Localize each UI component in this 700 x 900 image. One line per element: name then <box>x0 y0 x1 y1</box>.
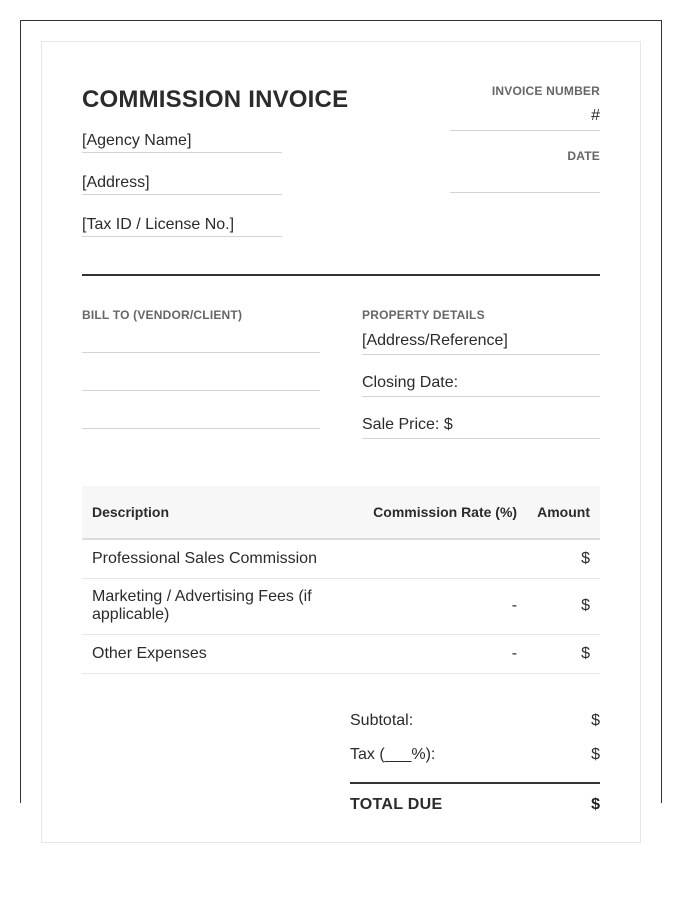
line-items-table <box>82 486 600 674</box>
closing-date-label: Closing Date: <box>362 374 459 391</box>
tax-label: Tax (___%): <box>350 746 436 763</box>
agency-address-field[interactable] <box>82 174 282 195</box>
header-description: Description <box>82 486 332 539</box>
sale-price-field[interactable] <box>362 416 600 439</box>
row-description[interactable]: Other Expenses <box>82 634 332 673</box>
date-label: DATE <box>567 149 600 163</box>
row-description[interactable]: Professional Sales Commission <box>82 539 332 578</box>
header-amount: Amount <box>527 486 600 539</box>
subtotal-value[interactable]: $ <box>591 712 600 729</box>
agency-tax-id: [Tax ID / License No.] <box>82 216 235 233</box>
sale-price-label: Sale Price: $ <box>362 416 453 433</box>
invoice-number-field[interactable] <box>450 104 600 131</box>
invoice-sheet <box>41 41 641 843</box>
invoice-title: COMMISSION INVOICE <box>82 86 349 113</box>
header-commission-rate: Commission Rate (%) <box>332 486 527 539</box>
row-amount[interactable]: $ <box>527 578 600 634</box>
agency-address: [Address] <box>82 174 150 191</box>
property-address: [Address/Reference] <box>362 332 508 349</box>
bill-to-line-1[interactable] <box>82 351 320 353</box>
tax-value[interactable]: $ <box>591 746 600 763</box>
total-due-value[interactable]: $ <box>591 796 600 813</box>
agency-name: [Agency Name] <box>82 132 192 149</box>
totals-divider <box>350 782 600 784</box>
row-amount[interactable]: $ <box>527 539 600 578</box>
date-field[interactable] <box>450 172 600 193</box>
invoice-number-value: # <box>591 107 600 124</box>
bill-to-line-2[interactable] <box>82 389 320 391</box>
total-due-label: TOTAL DUE <box>350 796 443 813</box>
property-address-field[interactable] <box>362 332 600 355</box>
table-header-row <box>82 486 600 539</box>
table-row <box>82 539 600 578</box>
document-frame <box>20 20 662 813</box>
agency-tax-id-field[interactable] <box>82 216 282 237</box>
bill-to-line-3[interactable] <box>82 427 320 429</box>
agency-name-field[interactable] <box>82 132 282 153</box>
row-description[interactable]: Marketing / Advertising Fees (if applicable) <box>82 578 332 634</box>
row-rate[interactable] <box>332 539 527 578</box>
invoice-number-label: INVOICE NUMBER <box>491 84 600 98</box>
table-row <box>82 634 600 673</box>
row-amount[interactable]: $ <box>527 634 600 673</box>
subtotal-label: Subtotal: <box>350 712 414 729</box>
property-details-label: PROPERTY DETAILS <box>362 308 485 322</box>
table-row <box>82 578 600 634</box>
row-rate[interactable]: - <box>332 634 527 673</box>
bill-to-label: BILL TO (VENDOR/CLIENT) <box>82 308 243 322</box>
header-divider <box>82 274 600 276</box>
row-rate[interactable]: - <box>332 578 527 634</box>
closing-date-field[interactable] <box>362 374 600 397</box>
